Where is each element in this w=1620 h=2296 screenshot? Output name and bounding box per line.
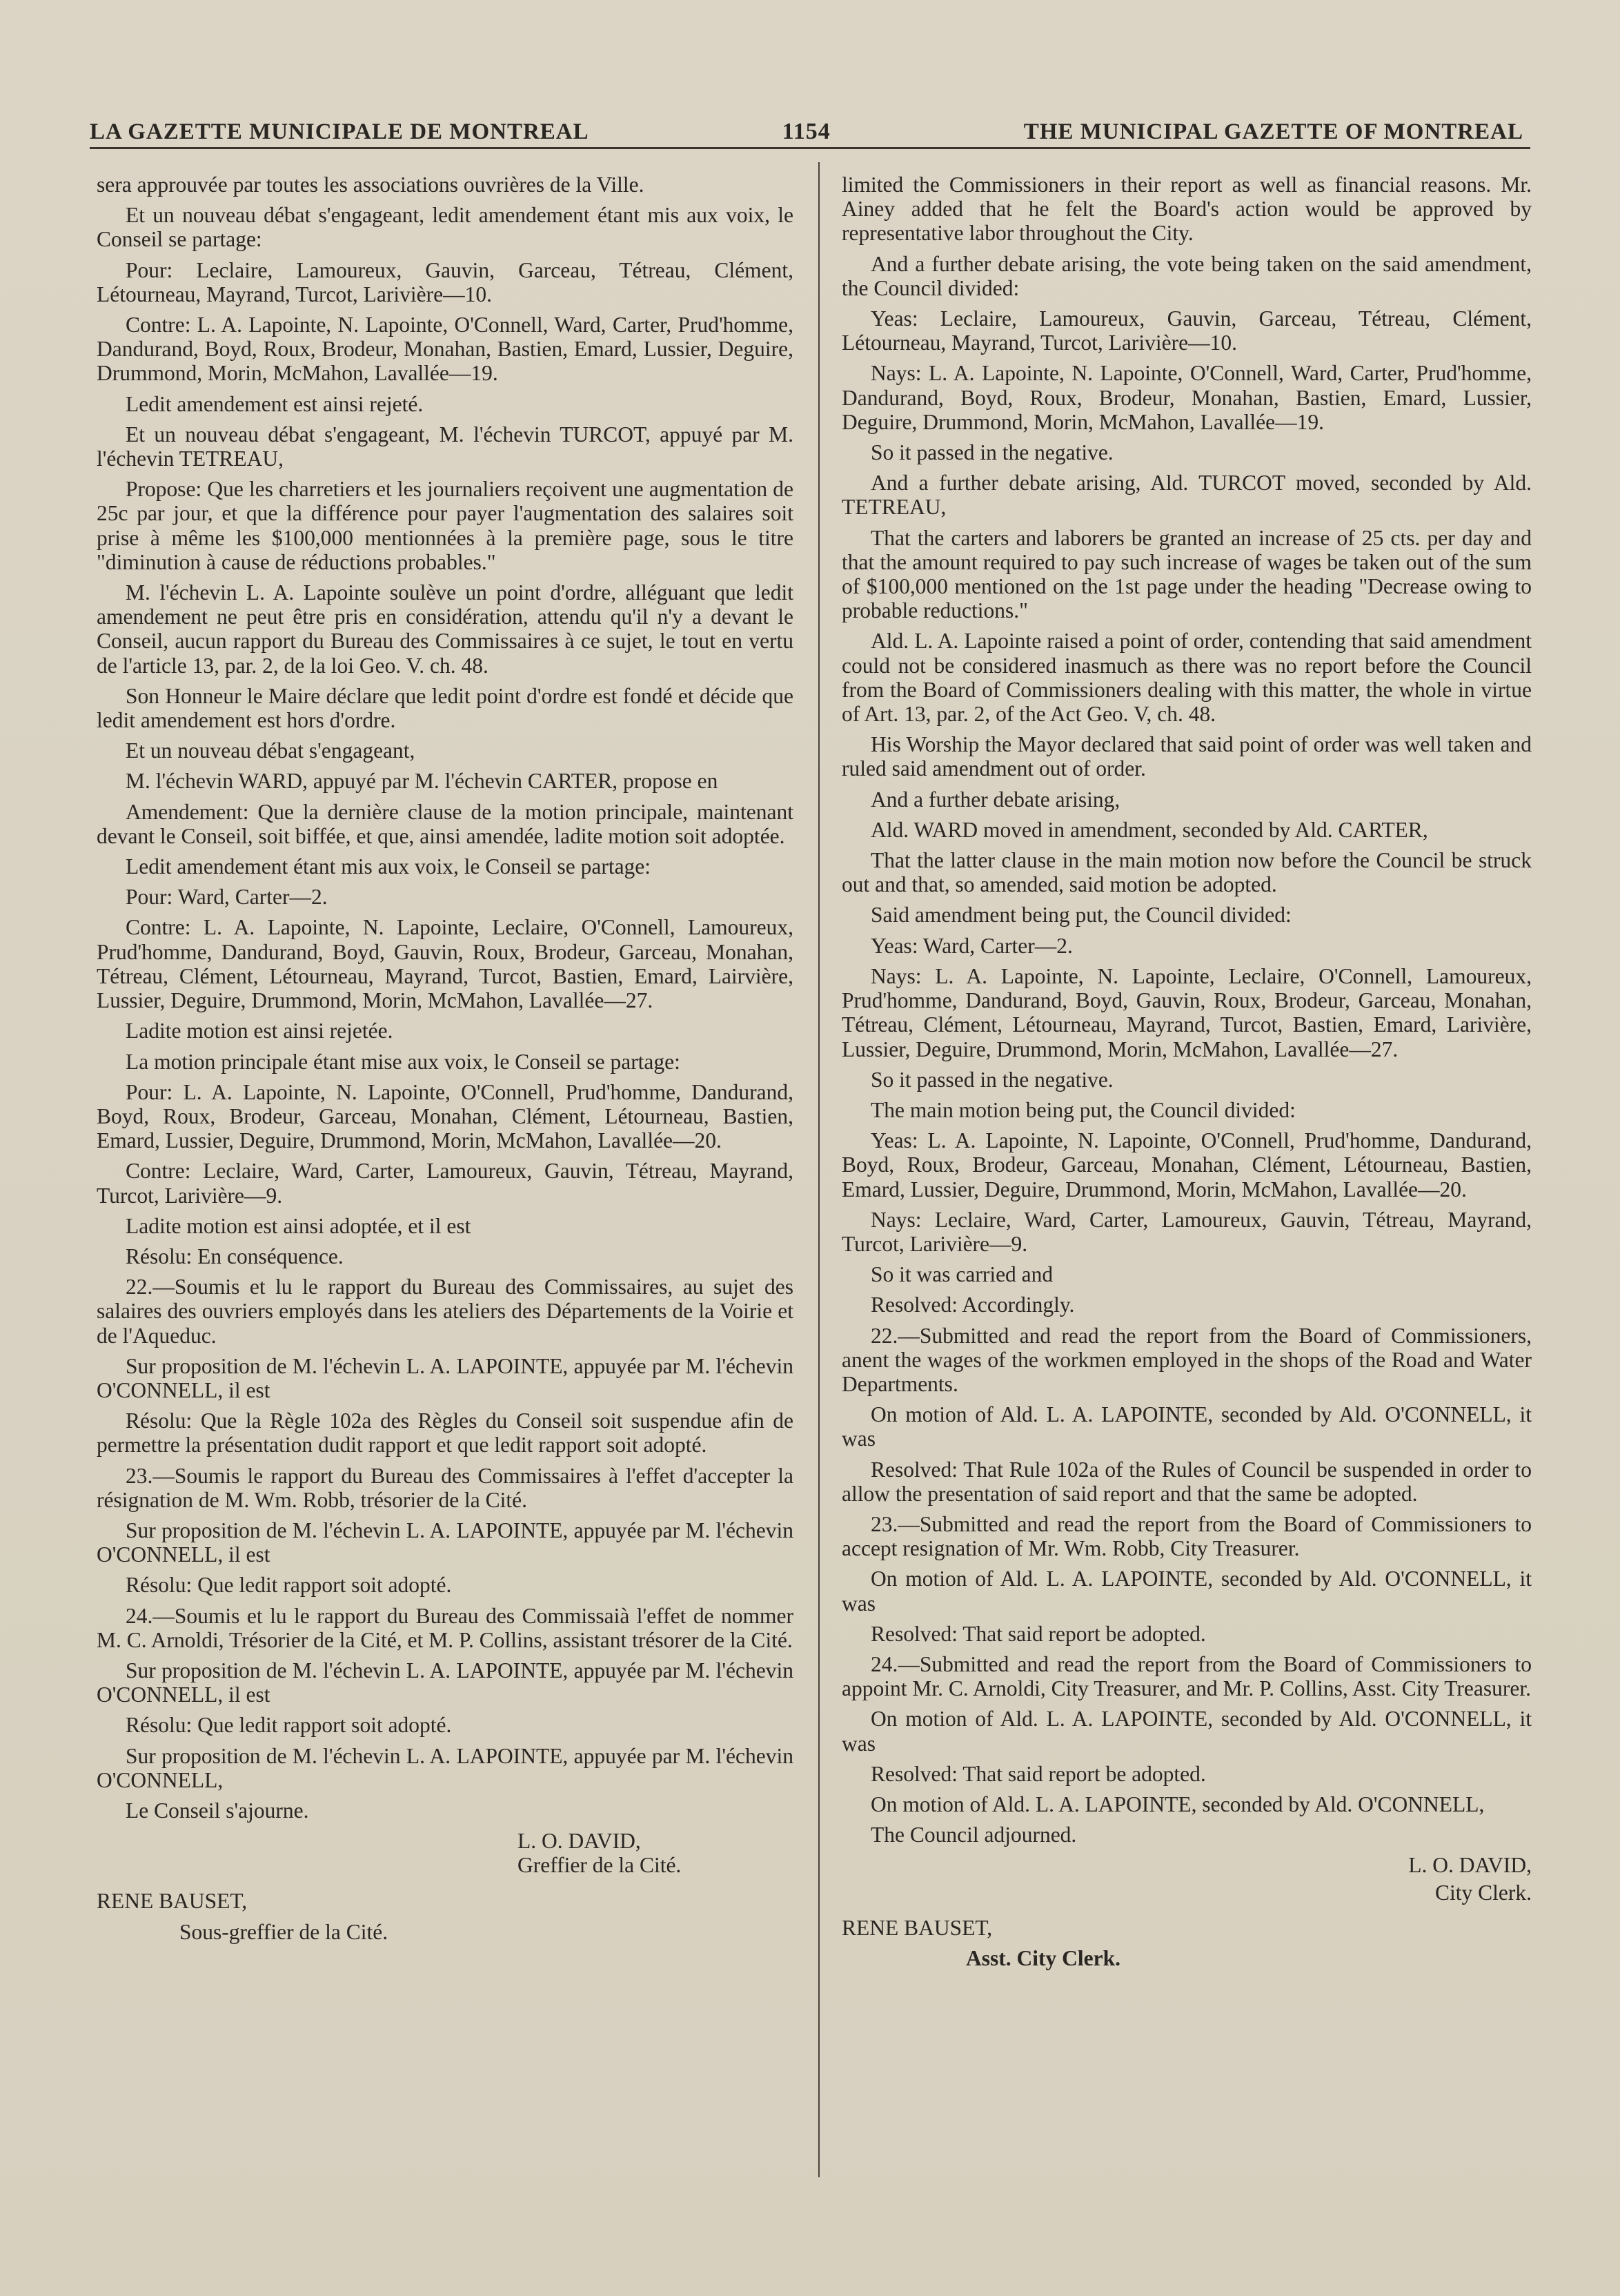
english-signature-name: L. O. DAVID, [1408,1853,1532,1878]
english-signature-title: City Clerk. [1435,1880,1532,1905]
english-paragraphs [842,173,1532,1847]
french-paragraph: Sur proposition de M. l'échevin L. A. LAPOINTE, appuyée par M. l'échevin O'CONNELL, il est [97,1518,793,1567]
french-paragraph: Son Honneur le Maire déclare que ledit point d'ordre est fondé et décide que ledit amendement est hors d'ordre. [97,683,793,733]
french-paragraph: Propose: Que les charretiers et les journaliers reçoivent une augmentation de 25c par jour, et que la différence pour payer l'augmentation des salaires soit prise à même les $100,000 mentionnées à la première page, sous le titre "diminution à cause de réductions probables." [97,477,793,574]
english-paragraph: 23.—Submitted and read the report from the Board of Commissioners to accept resignation of Mr. Wm. Robb, City Treasurer. [842,1511,1532,1561]
english-paragraph: On motion of Ald. L. A. LAPOINTE, seconded by Ald. O'CONNELL, it was [842,1402,1532,1451]
header-english-title: THE MUNICIPAL GAZETTE OF MONTREAL [1023,119,1523,144]
french-paragraph: 23.—Soumis le rapport du Bureau des Commissaires à l'effet d'accepter la résignation de M. Wm. Robb, trésorier de la Cité. [97,1463,793,1512]
french-paragraph: Résolu: Que la Règle 102a des Règles du Conseil soit suspendue afin de permettre la présentation dudit rapport et que ledit rapport soit adopté. [97,1409,793,1458]
english-paragraph: On motion of Ald. L. A. LAPOINTE, seconded by Ald. O'CONNELL, it was [842,1567,1532,1616]
english-assistant-clerk-name: RENE BAUSET, [842,1915,993,1940]
english-paragraph: Resolved: That said report be adopted. [871,1621,1206,1646]
english-paragraph: Nays: L. A. Lapointe, N. Lapointe, O'Connell, Ward, Carter, Prud'homme, Dandurand, Boyd, Roux, Brodeur, Monahan, Bastien, Emard, Lussier, Deguire, Drummond, Morin, McMahon, Lavallée—19. [842,361,1532,434]
column-divider [818,162,820,2177]
english-paragraph: Said amendment being put, the Council divided: [871,903,1292,928]
french-paragraph: 24.—Soumis et lu le rapport du Bureau des Commissaià l'effet de nommer M. C. Arnoldi, Trésorier de la Cité, et M. P. Collins, assistant trésorer de la Cité. [97,1603,793,1652]
english-paragraph: Resolved: That Rule 102a of the Rules of Council be suspended in order to allow the presentation of said report and that the same be adopted. [842,1457,1532,1506]
english-paragraph: And a further debate arising, the vote being taken on the said amendment, the Council divided: [842,251,1532,300]
french-assistant-clerk-title: Sous-greffier de la Cité. [179,1919,388,1944]
french-paragraph: La motion principale étant mise aux voix, le Conseil se partage: [126,1049,680,1074]
english-paragraph: So it passed in the negative. [871,440,1114,465]
english-paragraph: Yeas: Ward, Carter—2. [871,933,1073,958]
english-paragraph: Ald. WARD moved in amendment, seconded by Ald. CARTER, [871,817,1428,842]
french-paragraph: Contre: L. A. Lapointe, N. Lapointe, O'Connell, Ward, Carter, Prud'homme, Dandurand, Boyd, Roux, Brodeur, Monahan, Bastien, Emard, Lussier, Deguire, Drummond, Morin, McMahon, Lavallée—19. [97,313,793,386]
header-french-title: LA GAZETTE MUNICIPALE DE MONTREAL [90,119,589,144]
english-paragraph: On motion of Ald. L. A. LAPOINTE, seconded by Ald. O'CONNELL, it was [842,1707,1532,1756]
french-paragraph: Et un nouveau débat s'engageant, [126,738,415,763]
french-paragraph: sera approuvée par toutes les associations ouvrières de la Ville. [97,173,644,197]
french-paragraph: Pour: Leclaire, Lamoureux, Gauvin, Garceau, Tétreau, Clément, Létourneau, Mayrand, Turcot, Larivière—10. [97,257,793,306]
english-paragraph: Nays: Leclaire, Ward, Carter, Lamoureux, Gauvin, Tétreau, Mayrand, Turcot, Larivière—9. [842,1207,1532,1256]
english-paragraph: His Worship the Mayor declared that said point of order was well taken and ruled said amendment out of order. [842,732,1532,781]
english-paragraph: Ald. L. A. Lapointe raised a point of order, contending that said amendment could not be considered inasmuch as there was no report before the Council from the Board of Commissioners dealing with this matter, the whole in virtue of Art. 13, par. 2, of the Act Geo. V, ch. 48. [842,629,1532,727]
french-paragraph: Ledit amendement est ainsi rejeté. [126,391,424,416]
french-paragraph: Et un nouveau débat s'engageant, M. l'échevin TURCOT, appuyé par M. l'échevin TETREAU, [97,422,793,471]
french-paragraph: Contre: L. A. Lapointe, N. Lapointe, Leclaire, O'Connell, Lamoureux, Prud'homme, Dandurand, Boyd, Gauvin, Roux, Brodeur, Garceau, Monahan, Tétreau, Clément, Létourneau, Mayrand, Turcot, Bastien, Emard, Lairvière, Lussier, Deguire, Drummond, Morin, McMahon, Lavallée—27. [97,915,793,1013]
french-paragraph: Amendement: Que la dernière clause de la motion principale, maintenant devant le Conseil, soit biffée, et que, ainsi amendée, ladite motion soit adoptée. [97,799,793,848]
english-paragraph: The main motion being put, the Council divided: [871,1097,1296,1122]
french-paragraph: 22.—Soumis et lu le rapport du Bureau des Commissaires, au sujet des salaires des ouvriers employés dans les ateliers des Départements de la Voirie et de l'Aqueduc. [97,1275,793,1348]
english-paragraph: Yeas: L. A. Lapointe, N. Lapointe, O'Connell, Prud'homme, Dandurand, Boyd, Roux, Brodeur, Garceau, Monahan, Clément, Létourneau, Bastien, Emard, Lussier, Deguire, Drummond, Morin, McMahon, Lavallée—20. [842,1128,1532,1201]
english-paragraph: Resolved: Accordingly. [871,1293,1075,1317]
english-paragraph: So it passed in the negative. [871,1067,1114,1092]
french-column [97,173,793,1950]
french-signature-name: L. O. DAVID, [517,1829,641,1854]
english-assistant-clerk-title: Asst. City Clerk. [966,1946,1120,1970]
french-paragraph: Résolu: En conséquence. [126,1244,344,1268]
french-paragraph: Contre: Leclaire, Ward, Carter, Lamoureux, Gauvin, Tétreau, Mayrand, Turcot, Larivière—9. [97,1159,793,1208]
english-paragraph: Resolved: That said report be adopted. [871,1761,1206,1786]
english-paragraph: And a further debate arising, Ald. TURCOT moved, seconded by Ald. TETREAU, [842,471,1532,520]
english-paragraph: The Council adjourned. [871,1823,1077,1847]
french-paragraph: Ladite motion est ainsi adoptée, et il est [126,1213,471,1238]
header-rule [90,147,1530,149]
english-paragraph: So it was carried and [871,1262,1054,1287]
french-paragraph: Ladite motion est ainsi rejetée. [126,1019,393,1043]
english-paragraph: 24.—Submitted and read the report from the Board of Commissioners to appoint Mr. C. Arnoldi, City Treasurer, and Mr. P. Collins, Asst. City Treasurer. [842,1651,1532,1701]
french-paragraph: Le Conseil s'ajourne. [126,1798,309,1823]
french-paragraph: Pour: Ward, Carter—2. [126,885,328,910]
english-paragraph: 22.—Submitted and read the report from the Board of Commissioners, anent the wages of the workmen employed in the shops of the Road and Water Departments. [842,1323,1532,1396]
french-paragraph: M. l'échevin L. A. Lapointe soulève un point d'ordre, alléguant que ledit amendement ne peut être pris en considération, attendu qu'il n'y a devant le Conseil, aucun rapport du Bureau des Commissaires à ce sujet, le tout en vertu de l'article 13, par. 2, de la loi Geo. V. ch. 48. [97,580,793,678]
french-paragraph: Sur proposition de M. l'échevin L. A. LAPOINTE, appuyée par M. l'échevin O'CONNELL, il est [97,1353,793,1402]
french-paragraph: Ledit amendement étant mis aux voix, le Conseil se partage: [126,854,651,879]
french-assistant-clerk-name: RENE BAUSET, [97,1888,248,1913]
french-signature-title: Greffier de la Cité. [517,1853,682,1878]
english-paragraph: limited the Commissioners in their report as well as financial reasons. Mr. Ainey added that he felt the Board's action would be approved by representative labor throughout the City. [842,173,1532,246]
french-paragraph: Sur proposition de M. l'échevin L. A. LAPOINTE, appuyée par M. l'échevin O'CONNELL, [97,1743,793,1792]
french-paragraphs [97,173,793,1823]
english-paragraph: That the latter clause in the main motion now before the Council be struck out and that, so amended, said motion be adopted. [842,848,1532,897]
french-paragraph: Résolu: Que ledit rapport soit adopté. [126,1713,452,1738]
french-paragraph: Sur proposition de M. l'échevin L. A. LAPOINTE, appuyée par M. l'échevin O'CONNELL, il est [97,1658,793,1707]
french-paragraph: M. l'échevin WARD, appuyé par M. l'échevin CARTER, propose en [126,769,718,794]
french-paragraph: Résolu: Que ledit rapport soit adopté. [126,1573,452,1598]
french-paragraph: Et un nouveau débat s'engageant, ledit amendement étant mis aux voix, le Conseil se partage: [97,203,793,252]
page-number: 1154 [782,119,831,144]
english-column [842,173,1532,1976]
french-paragraph: Pour: L. A. Lapointe, N. Lapointe, O'Connell, Prud'homme, Dandurand, Boyd, Roux, Brodeur, Garceau, Monahan, Clément, Létourneau, Bastien, Emard, Lussier, Deguire, Drummond, Morin, McMahon, Lavallée—20. [97,1079,793,1153]
english-paragraph: And a further debate arising, [871,787,1120,812]
page-header [90,104,1523,145]
english-paragraph: On motion of Ald. L. A. LAPOINTE, seconded by Ald. O'CONNELL, [871,1792,1485,1816]
english-paragraph: Nays: L. A. Lapointe, N. Lapointe, Leclaire, O'Connell, Lamoureux, Prud'homme, Dandurand, Boyd, Gauvin, Roux, Brodeur, Garceau, Monahan, Tétreau, Clément, Létourneau, Mayrand, Turcot, Bastien, Emard, Larivière, Lussier, Deguire, Drummond, Morin, McMahon, Lavallée—27. [842,963,1532,1061]
english-paragraph: Yeas: Leclaire, Lamoureux, Gauvin, Garceau, Tétreau, Clément, Létourneau, Mayrand, Turcot, Larivière—10. [842,306,1532,355]
english-paragraph: That the carters and laborers be granted an increase of 25 cts. per day and that the amount required to pay such increase of wages be taken out of the sum of $100,000 mentioned on the 1st page under the heading "Decrease owing to probable reductions." [842,525,1532,623]
